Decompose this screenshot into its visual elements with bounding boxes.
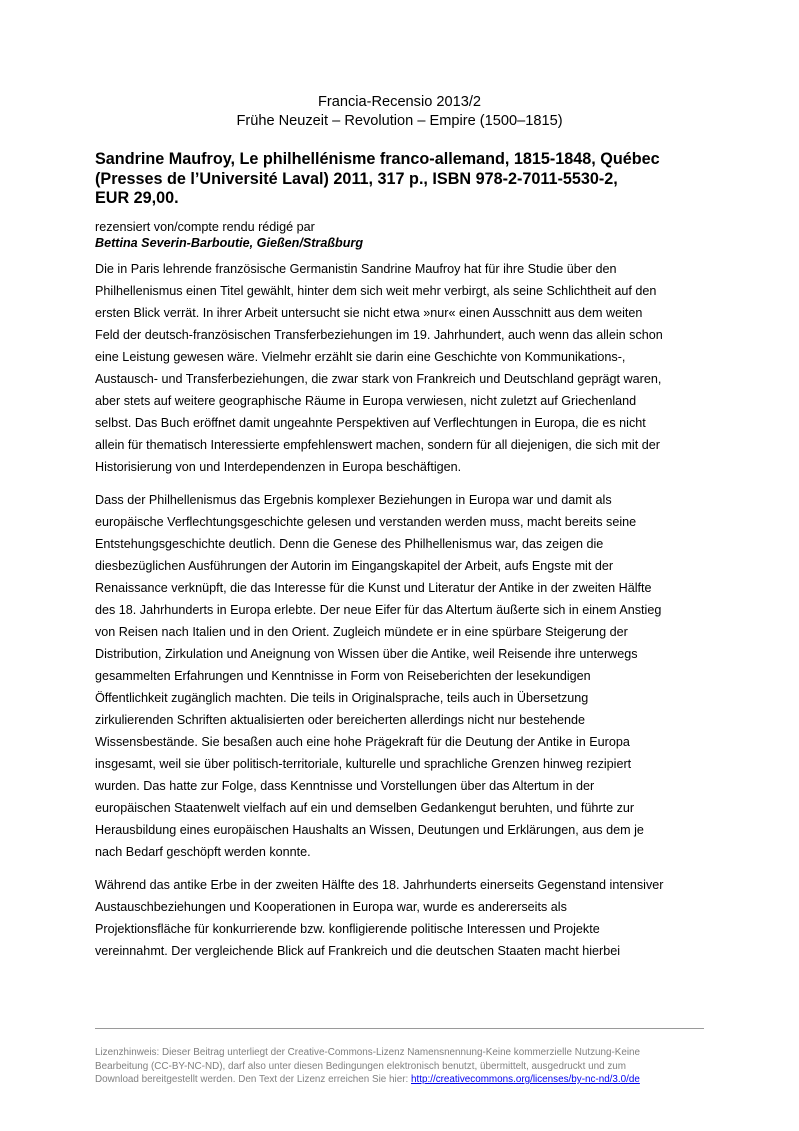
paragraph-line: insgesamt, weil sie über politisch-territoriale, kulturelle und sprachliche Grenzen hinweg rezipiert <box>95 757 632 771</box>
journal-section: Frühe Neuzeit – Revolution – Empire (1500–1815) <box>236 113 563 129</box>
paragraph-line: von Reisen nach Italien und in den Orient. Zugleich mündete er in eine spürbare Steigerung der <box>95 625 628 639</box>
license-line-last <box>95 1073 710 1087</box>
paragraph-line: Öffentlichkeit zugänglich machten. Die teils in Originalsprache, teils auch in Übersetzung <box>95 691 589 705</box>
journal-issue: Francia-Recensio 2013/2 <box>317 94 482 110</box>
paragraph-line: Wissensbestände. Sie besaßen auch eine hohe Prägekraft für die Deutung der Antike in Europa <box>95 735 630 749</box>
book-citation-line: EUR 29,00. <box>95 189 179 207</box>
reviewer-name: Bettina Severin-Barboutie, Gießen/Straßburg <box>95 236 364 250</box>
paragraph-line: wurden. Das hatte zur Folge, dass Kenntnisse und Vorstellungen über das Altertum in der <box>95 779 595 793</box>
paragraph-line: eine Leistung gewesen wäre. Vielmehr erzählt sie darin eine Geschichte von Kommunikations-, <box>95 350 626 364</box>
footer-divider <box>95 1028 704 1029</box>
paragraph-line: Austausch- und Transferbeziehungen, die zwar stark von Frankreich und Deutschland geprägt waren, <box>95 372 662 386</box>
paragraph-line: des 18. Jahrhunderts in Europa erlebte. Der neue Eifer für das Altertum äußerte sich in einem Anstieg <box>95 603 662 617</box>
paragraph-line: ersten Blick verrät. In ihrer Arbeit untersucht sie nicht etwa »nur« einen Ausschnitt aus dem weiten <box>95 306 643 320</box>
book-citation <box>95 150 710 209</box>
body-paragraph <box>95 874 710 962</box>
paragraph-line: aber stets auf weitere geographische Räume in Europa verwiesen, nicht zuletzt auf Griechenland <box>95 394 637 408</box>
paragraph-line: Dass der Philhellenismus das Ergebnis komplexer Beziehungen in Europa war und damit als <box>95 493 612 507</box>
paragraph-line: zirkulierenden Schriften aktualisierten oder bereicherten allerdings nicht nur bestehende <box>95 713 586 727</box>
review-body <box>95 258 710 973</box>
paragraph-line: nach Bedarf geschöpft werden konnte. <box>95 845 311 859</box>
paragraph-line: Die in Paris lehrende französische Germanistin Sandrine Maufroy hat für ihre Studie über den <box>95 262 617 276</box>
paragraph-line: Feld der deutsch-französischen Transferbeziehungen im 19. Jahrhundert, auch wenn das allein schon <box>95 328 663 342</box>
paragraph-line: Distribution, Zirkulation und Aneignung von Wissen über die Antike, weil Reisende ihre unterwegs <box>95 647 638 661</box>
license-line-prefix: Download bereitgestellt werden. Den Text der Lizenz erreichen Sie hier: <box>95 1074 411 1085</box>
paragraph-line: diesbezüglichen Ausführungen der Autorin im Eingangskapitel der Arbeit, aufs Engste mit der <box>95 559 614 573</box>
paragraph-line: Entstehungsgeschichte deutlich. Denn die Genese des Philhellenismus war, das zeigen die <box>95 537 604 551</box>
paragraph-line: europäischen Staatenwelt vielfach auf ein und demselben Gedankengut beruhten, und führte zur <box>95 801 635 815</box>
paragraph-line: Herausbildung eines europäischen Haushalts an Wissen, Deutungen und Erklärungen, aus dem je <box>95 823 644 837</box>
license-line: Lizenzhinweis: Dieser Beitrag unterliegt der Creative-Commons-Lizenz Namensnennung-Keine kommerzielle Nutzung-Keine <box>95 1047 641 1058</box>
paragraph-line: vereinnahmt. Der vergleichende Blick auf Frankreich und die deutschen Staaten macht hierbei <box>95 944 621 958</box>
body-paragraph <box>95 489 710 863</box>
page-header <box>0 93 799 131</box>
book-citation-line: Sandrine Maufroy, Le philhellénisme franco-allemand, 1815-1848, Québec <box>95 150 660 168</box>
paragraph-line: Projektionsfläche für konkurrierende bzw. konfligierende politische Interessen und Projekte <box>95 922 600 936</box>
paragraph-line: Renaissance verknüpft, die das Interesse für die Kunst und Literatur der Antike in der zweiten Hälfte <box>95 581 652 595</box>
body-paragraph <box>95 258 710 478</box>
paragraph-line: Austauschbeziehungen und Kooperationen in Europa war, wurde es andererseits als <box>95 900 567 914</box>
license-line: Bearbeitung (CC-BY-NC-ND), darf also unter diesen Bedingungen elektronisch benutzt, übermittelt, ausgedruckt und zum <box>95 1060 626 1072</box>
book-citation-line: (Presses de l’Université Laval) 2011, 317 p., ISBN 978-2-7011-5530-2, <box>95 169 618 188</box>
paragraph-line: gesammelten Erfahrungen und Kenntnisse in Form von Reiseberichten der lesekundigen <box>95 669 591 683</box>
paragraph-line: selbst. Das Buch eröffnet damit ungeahnte Perspektiven auf Verflechtungen in Europa, die es nicht <box>95 416 646 430</box>
paragraph-line: europäische Verflechtungsgeschichte gelesen und verstanden werden muss, macht bereits seine <box>95 515 637 529</box>
paragraph-line: Historisierung von und Interdependenzen in Europa beschäftigen. <box>95 460 462 474</box>
license-link[interactable]: http://creativecommons.org/licenses/by-nc-nd/3.0/de <box>411 1074 640 1085</box>
paragraph-line: allein für thematisch Interessierte empfehlenswert machen, sondern für all diejenigen, die sich mit der <box>95 438 660 452</box>
reviewer-block <box>95 219 710 251</box>
license-footer <box>95 1046 710 1087</box>
paragraph-line: Philhellenismus einen Titel gewählt, hinter dem sich weit mehr verbirgt, als seine Schlichtheit auf den <box>95 284 657 298</box>
reviewer-label: rezensiert von/compte rendu rédigé par <box>95 220 315 234</box>
paragraph-line: Während das antike Erbe in der zweiten Hälfte des 18. Jahrhunderts einerseits Gegenstand intensiver <box>95 878 664 892</box>
